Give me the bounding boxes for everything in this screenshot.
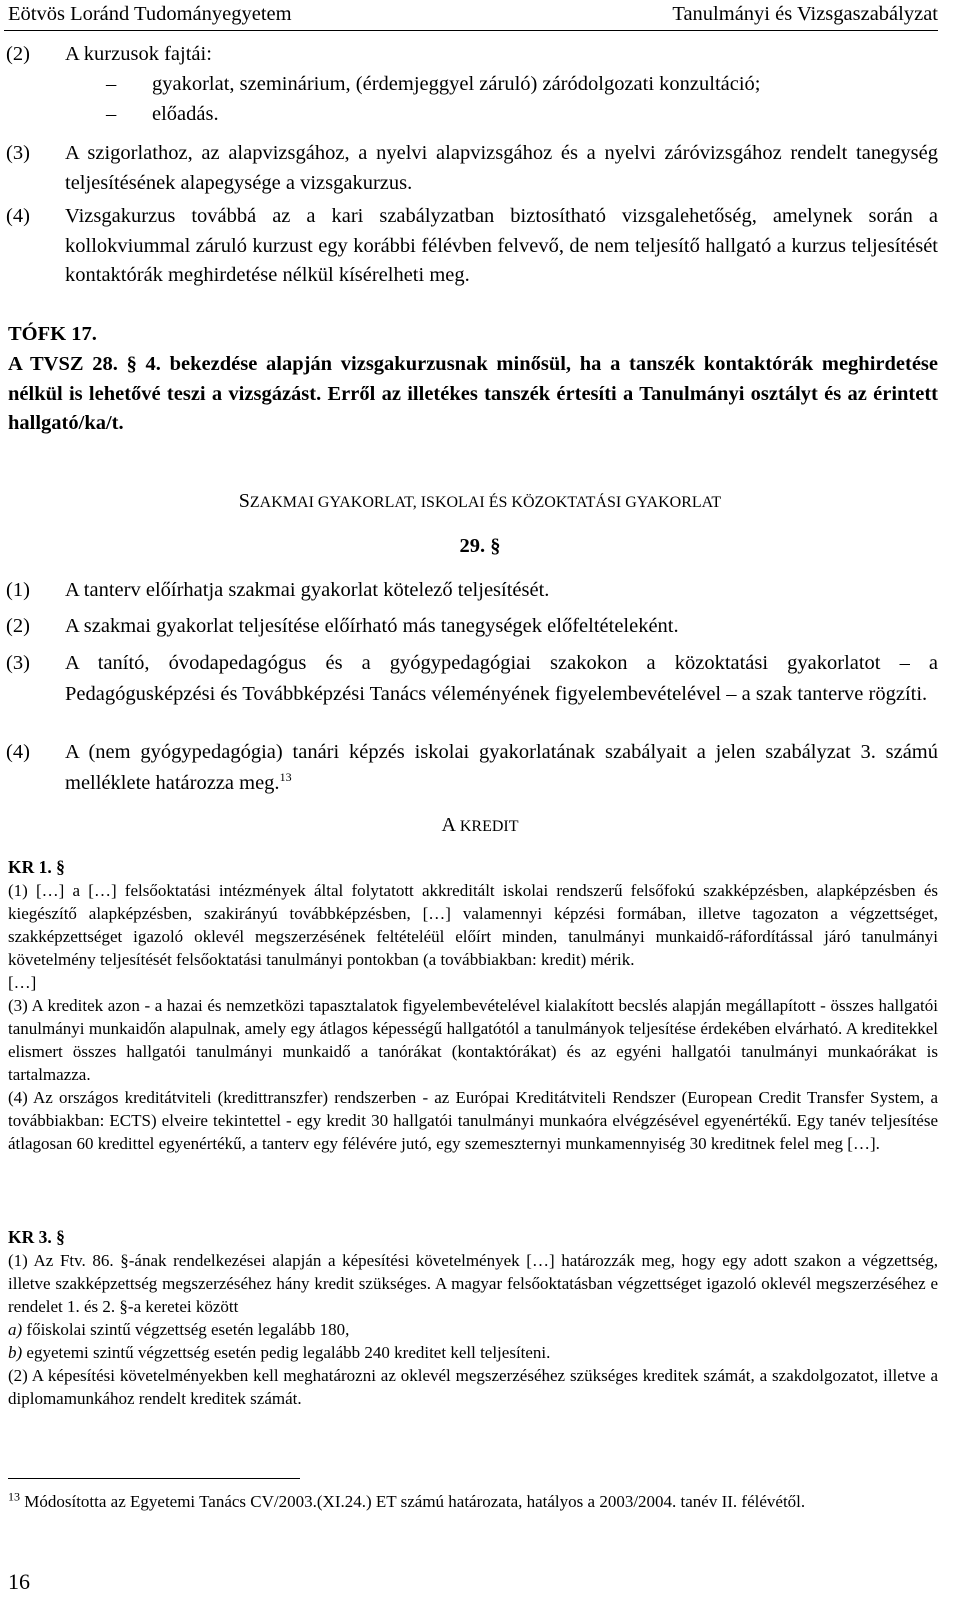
practice-item-4 xyxy=(4,737,938,799)
list-item-text: gyakorlat, szeminárium, (érdemjeggyel záruló) záródolgozati konzultáció; xyxy=(152,73,761,95)
paragraph-number: (3) xyxy=(6,142,30,164)
page-number: 16 xyxy=(8,1569,30,1594)
kr1-paragraph-1: (1) […] a […] felsőoktatási intézmények által folytatott akkreditált iskolai rendszerű felsőfokú szakképzésben, alapképzésben és kiegészítő alapképzésben, szakirányú továbbképzésben, […] valamennyi képzési formában, illetve tagozaton a végzettséget, szakképzettséget igazoló oklevél megszerzésének feltételéül előírt minden, tanulmányi munkaidő-ráfordítással járó tanulmányi követelmény teljesítését felsőoktatási tanulmányi pontokban (a továbbiakban: kredit) mérik. xyxy=(8,881,938,969)
header-document-title: Tanulmányi és Vizsgaszabályzat xyxy=(672,3,938,25)
header-rule xyxy=(4,30,938,31)
tofk-title: TÓFK 17. xyxy=(8,323,97,345)
practice-item-2 xyxy=(4,612,938,642)
footnote-text: Módosította az Egyetemi Tanács CV/2003.(XI.24.) ET számú határozata, hatályos a 2003/2004. tanév II. félévétől. xyxy=(20,1492,806,1511)
paragraph-number: (1) xyxy=(6,579,30,601)
kr1-title: KR 1. § xyxy=(8,857,65,877)
practice-item-1 xyxy=(4,576,938,606)
paragraph-4 xyxy=(4,202,938,291)
paragraph-text: A szigorlathoz, az alapvizsgához, a nyelvi alapvizsgához és a nyelvi záróvizsgához rendelt tanegység teljesítésének alapegysége a vizsgakurzus. xyxy=(65,142,938,194)
kr3-title: KR 3. § xyxy=(8,1227,65,1247)
kr3-item-b: b) egyetemi szintű végzettség esetén pedig legalább 240 kreditet kell teljesíteni. xyxy=(8,1343,551,1362)
kr1-block xyxy=(8,856,938,1155)
running-header xyxy=(8,0,938,30)
paragraph-text: A tanterv előírhatja szakmai gyakorlat kötelező teljesítését. xyxy=(65,579,550,601)
paragraph-2 xyxy=(4,40,938,70)
paragraph-text: Vizsgakurzus továbbá az a kari szabályzatban biztosítható vizsgalehetőség, amelynek során a kollokviummal záruló kurzust egy korábbi félévben felvevő, de nem teljesítő hallgató a kurzus teljesítését kontaktórák meghirdetése nélkül kísérelheti meg. xyxy=(65,205,938,286)
footnote-ref-13[interactable]: 13 xyxy=(279,770,292,785)
paragraph-text: A tanító, óvodapedagógus és a gyógypedagógiai szakokon a közoktatási gyakorlatot – a Pedagógusképzési és Továbbképzési Tanács véleményének figyelembevételével – a szak tanterve rögzíti. xyxy=(65,652,938,705)
kr1-paragraph-3: (3) A kreditek azon - a hazai és nemzetközi tapasztalatok figyelembevételével kialakított becslés alapján megállapított - összes hallgatói tanulmányi munkaidőn alapulnak, amely egy átlagos képességű hallgatótól a tanulmányok teljesítése érdekében elvárható. A kreditekkel elismert összes hallgatói tanulmányi munkaidő a tanórákat (kontaktórákat) és az egyéni hallgatói tanulmányi munkaórákat is tartalmazza. xyxy=(8,996,938,1084)
kr3-paragraph-2: (2) A képesítési követelményekben kell meghatározni az oklevél megszerzéséhez szükséges kreditek számát, a szakdolgozatot, illetve a diplomamunkához rendelt kreditek számát. xyxy=(8,1366,938,1408)
kr3-block xyxy=(8,1226,938,1410)
section-paragraph-number: 29. § xyxy=(459,535,501,557)
footnote-number: 13 xyxy=(8,1489,20,1504)
paragraph-3 xyxy=(4,139,938,198)
practice-item-3 xyxy=(4,648,938,710)
kr1-paragraph-4: (4) Az országos kreditátviteli (kredittranszfer) rendszerben - az Európai Kreditátviteli Rendszer (European Credit Transfer System, a továbbiakban: ECTS) elveire tekintettel - egy kredit 30 hallgatói tanulmányi munkaóra elvégzésével egyenértékű. Egy tanév teljesítése átlagosan 60 kredittel egyenértékű, a tanterv egy félévére jutó, egy szemeszternyi munkamennyiség 30 kreditnek felel meg […]. xyxy=(8,1088,938,1153)
paragraph-text: A kurzusok fajtái: xyxy=(65,43,212,65)
paragraph-text: A szakmai gyakorlat teljesítése előírható más tanegységek előfeltételeként. xyxy=(65,615,679,637)
section-heading-practice: SZAKMAI GYAKORLAT, ISKOLAI ÉS KÖZOKTATÁSI GYAKORLAT xyxy=(238,490,722,512)
list-dash: – xyxy=(106,73,117,95)
kr3-item-a: a) főiskolai szintű végzettség esetén legalább 180, xyxy=(8,1320,350,1339)
paragraph-number: (4) xyxy=(6,741,30,763)
footnote-13 xyxy=(8,1489,938,1515)
list-item-text: előadás. xyxy=(152,103,219,125)
footnote-rule xyxy=(8,1478,300,1479)
tofk-text: A TVSZ 28. § 4. bekezdése alapján vizsgakurzusnak minősül, ha a tanszék kontaktórák meghirdetése nélkül is lehetővé teszi a vizsgázást. Erről az illetékes tanszék értesíti a Tanulmányi osztályt és az érintett hallgató/ka/t. xyxy=(8,353,938,434)
paragraph-text: A (nem gyógypedagógia) tanári képzés iskolai gyakorlatának szabályait a jelen szabályzat 3. számú melléklete határozza meg.$^{13}$ xyxy=(65,741,938,794)
header-institution: Eötvös Loránd Tudományegyetem xyxy=(8,3,292,25)
section-heading-credit: A KREDIT xyxy=(441,814,519,836)
paragraph-number: (2) xyxy=(6,43,30,65)
paragraph-number: (4) xyxy=(6,205,30,227)
paragraph-number: (3) xyxy=(6,652,30,674)
kr3-paragraph-1: (1) Az Ftv. 86. §-ának rendelkezései alapján a képesítési követelmények […] határozzák meg, hogy egy adott szakon a végzettség, illetve szakképzettség megszerzéséhez hány kredit szükséges. A magyar felsőoktatásban végzettséget igazoló oklevél megszerzéséhez e rendelet 1. és 2. §-a keretei között xyxy=(8,1251,938,1316)
paragraph-number: (2) xyxy=(6,615,30,637)
list-dash: – xyxy=(106,103,117,125)
kr1-ellipsis: […] xyxy=(8,973,37,992)
